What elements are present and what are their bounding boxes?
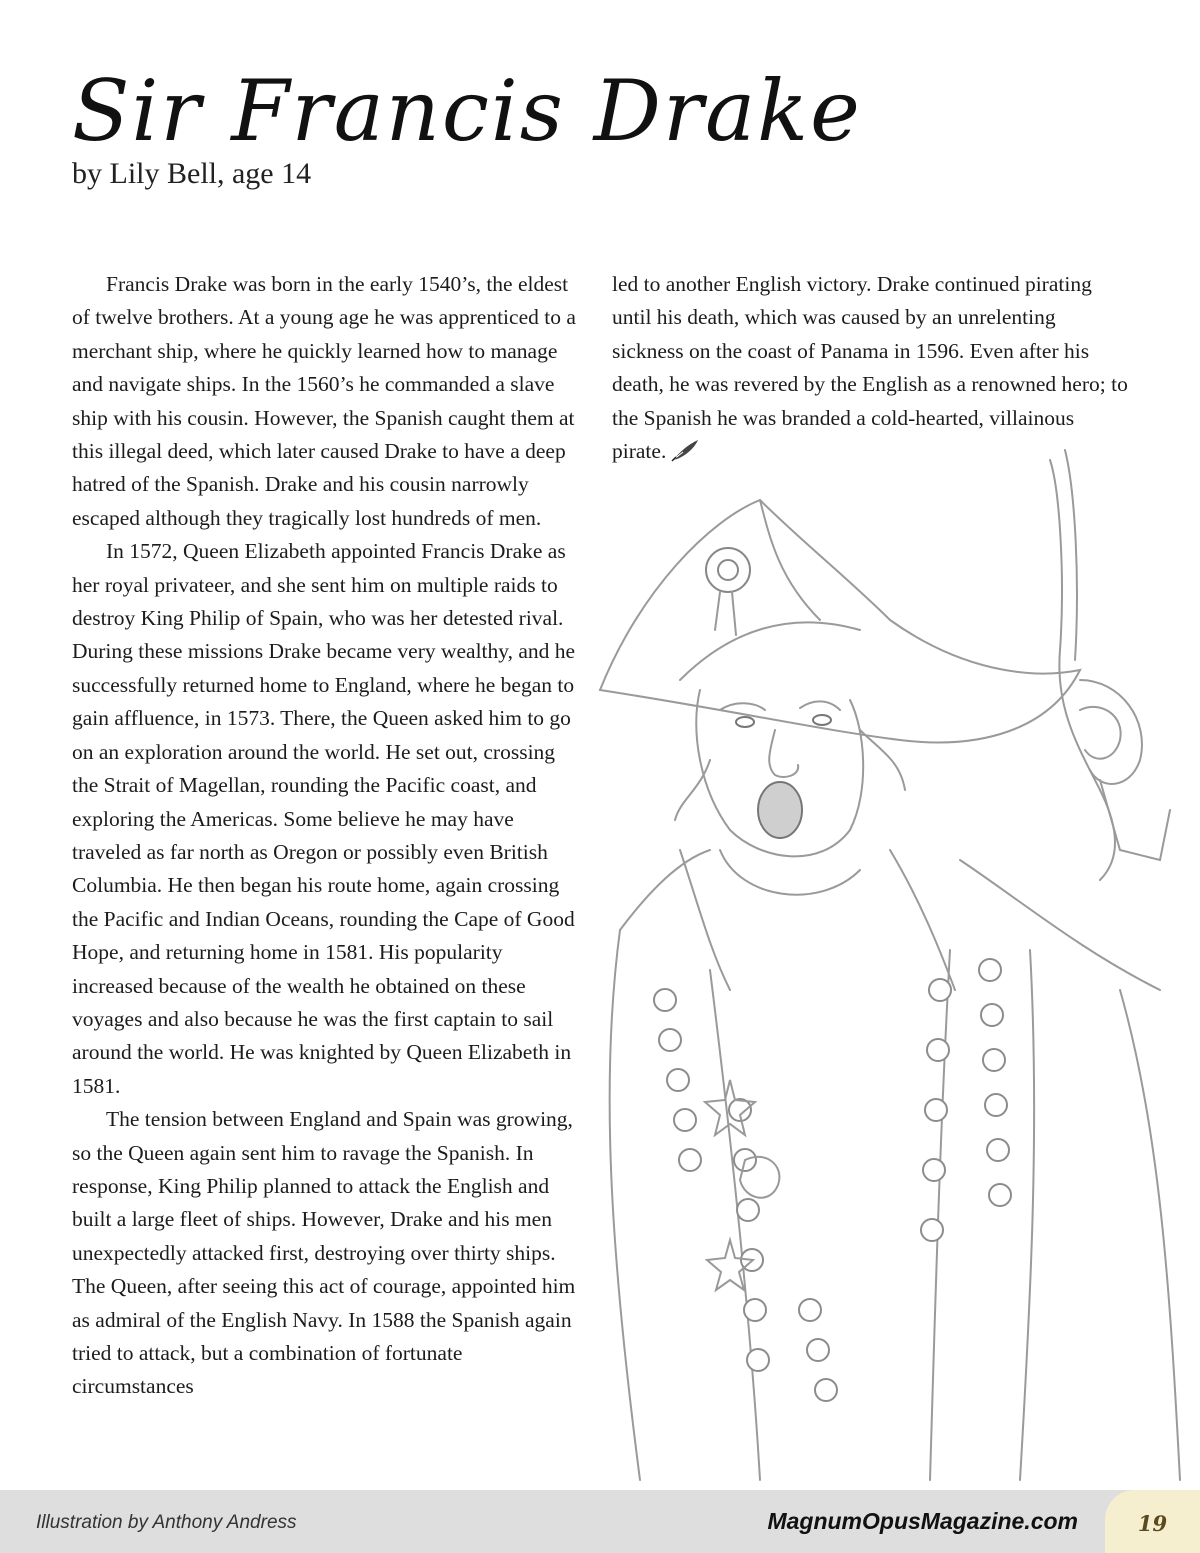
paragraph-1: Francis Drake was born in the early 1540’s, the eldest of twelve brothers. At a young age he was apprenticed to a merchant ship, where he quickly learned how to manage and navigate ships. In the 1560’s he commanded a slave ship with his cousin. However, the Spanish caught them at this illegal deed, which later caused Drake to have a deep hatred of the Spanish. Drake and his cousin narrowly escaped although they tragically lost hundreds of men. xyxy=(72,272,576,530)
pirate-sketch-illustration xyxy=(560,430,1200,1490)
left-column xyxy=(72,268,580,1404)
website-link[interactable]: MagnumOpusMagazine.com xyxy=(767,1508,1078,1534)
paragraph-3: The tension between England and Spain was growing, so the Queen again sent him to ravage the Spanish. In response, King Philip planned to attack the English and built a large fleet of ships. However, Drake and his men unexpectedly attacked first, destroying over thirty ships. The Queen, after seeing this act of courage, appointed him as admiral of the English Navy. In 1588 the Spanish again tried to attack, but a combination of fortunate circumstances xyxy=(72,1107,576,1399)
article-byline: by Lily Bell, age 14 xyxy=(72,157,312,190)
article-title: Sir Francis Drake xyxy=(72,62,862,160)
page-number: 19 xyxy=(1137,1511,1168,1536)
paragraph-continuation-text: led to another English victory. Drake continued pirating until his death, which was caused by an unrelenting sickness on the coast of Panama in 1596. Even after his death, he was revered by the English as a renowned hero; to the Spanish he was branded a cold-hearted, villainous pirate. xyxy=(612,272,1128,464)
paragraph-2: In 1572, Queen Elizabeth appointed Francis Drake as her royal privateer, and she sent him on multiple raids to destroy King Philip of Spain, who was her detested rival. During these missions Drake became very wealthy, and he successfully returned home to England, where he began to gain affluence, in 1573. There, the Queen asked him to go on an exploration around the world. He set out, crossing the Strait of Magellan, rounding the Pacific coast, and exploring the Americas. Some believe he may have traveled as far north as Oregon or possibly even British Columbia. He then began his route home, again crossing the Pacific and Indian Oceans, rounding the Cape of Good Hope, and returning home in 1581. His popularity increased because of the wealth he obtained on these voyages and also because he was the first captain to sail around the world. He was knighted by Queen Elizabeth in 1581. xyxy=(72,539,576,1098)
illustration-credit: Illustration by Anthony Andress xyxy=(36,1512,297,1533)
